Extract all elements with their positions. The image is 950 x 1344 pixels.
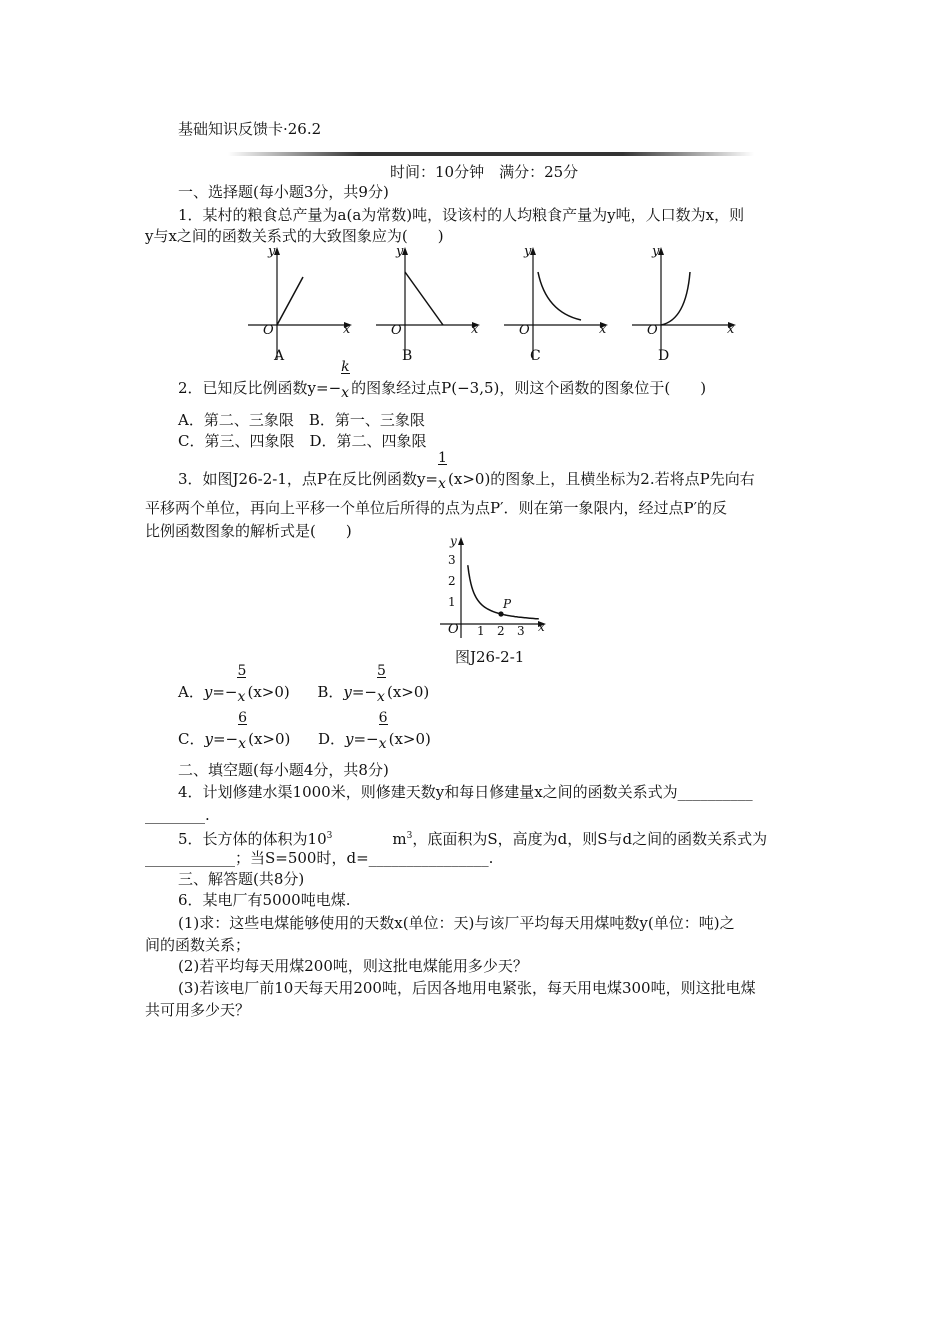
q2-option-d: D．第二、四象限 [309,432,427,450]
q3-x-axis-label: x [538,620,545,634]
q1-graph-c [496,242,611,367]
q3-option-c-num: 6 [238,710,248,726]
q1-a-x-label: x [343,322,351,337]
q3-x-tick-1: 1 [477,624,485,638]
q3-option-a-den: x [237,689,246,705]
q1-d-option-label: D [658,348,670,364]
q6-intro: 6．某电厂有5000吨电煤. [178,891,351,909]
q3-figure-caption: 图J26-2-1 [455,648,525,666]
q3-option-c-label: C． [178,730,205,748]
q2-option-a: A．第二、三象限 [178,411,294,429]
q5-exponent: 3 [326,831,333,841]
q3-option-a-lhs: y=− [203,683,238,701]
q1-line2: y与x之间的函数关系式的大致图象应为( ) [145,227,444,245]
q3-option-d-den: x [378,736,387,752]
q3-option-a-num: 5 [237,663,247,679]
time-and-score: 时间：10分钟 满分：25分 [390,163,579,181]
header-divider [228,152,754,156]
q2-fraction [341,359,351,401]
q3-frac-num: 1 [438,450,447,466]
q3-option-d-label: D． [317,730,345,748]
q6-part1-line2: 间的函数关系； [145,936,251,954]
q2-frac-den: x [341,385,350,401]
q3-option-b-frac [376,663,387,705]
q6-part3-line2: 共可用多少天？ [145,1001,251,1019]
q3-option-d-num: 6 [378,710,388,726]
q3-option-d-cond: (x>0) [388,730,431,748]
q5-unit-exponent: 3 [406,831,413,841]
q2-options-row2 [178,431,427,451]
q1-b-x-label: x [471,322,479,337]
q3-stem-pre: 3．如图J26-2-1，点P在反比例函数y= [178,470,439,488]
q5-pre: 5．长方体的体积为10 [178,830,327,848]
q4-line2: ________. [145,806,210,824]
q3-option-a-cond: (x>0) [247,683,290,701]
q2-option-b: B．第一、三象限 [308,411,425,429]
q3-stem-post: (x>0)的图象上，且横坐标为2.若将点P先向右 [448,470,755,488]
q5-line1 [178,826,767,849]
q3-stem-line3: 比例函数图象的解析式是( ) [145,522,352,540]
q1-graph-d [624,242,739,367]
q1-graph-a [240,242,355,367]
q1-c-option-label: C [530,348,541,364]
q3-option-c-frac [238,710,248,752]
q1-c-y-label: y [524,244,532,259]
q3-options-row1 [178,663,430,705]
q2-stem [178,359,707,401]
q3-fraction [438,450,448,492]
q3-option-b-num: 5 [376,663,386,679]
q1-graph-b [368,242,483,367]
q3-option-d-frac [378,710,389,752]
q5-post: ，底面积为S，高度为d，则S与d之间的函数关系式为 [412,830,768,848]
q3-frac-den: x [438,476,446,492]
q1-b-y-label: y [396,244,404,259]
q3-y-tick-3: 3 [448,553,456,567]
q5-line2: ____________；当S=500时，d=________________. [145,849,494,867]
q3-option-c-den: x [238,736,247,752]
q3-stem-line2: 平移两个单位，再向上平移一个单位后所得的点为点P′．则在第一象限内，经过点P′的反 [145,499,728,517]
q1-c-x-label: x [599,322,607,337]
q3-option-a-frac [237,663,247,705]
q6-part1-line1: (1)求：这些电煤能够使用的天数x(单位：天)与该厂平均每天用煤吨数y(单位：吨)之 [178,914,735,932]
q3-option-d-lhs: y=− [344,730,379,748]
section-heading-solve: 三、解答题(共8分) [178,870,305,888]
q3-option-b-label: B． [317,683,344,701]
q2-stem-pre: 2．已知反比例函数y=− [178,379,342,397]
section-heading-fill: 二、填空题(每小题4分，共8分) [178,761,389,779]
q1-line1: 1．某村的粮食总产量为a(a为常数)吨，设该村的人均粮食产量为y吨，人口数为x，则 [178,206,745,224]
q3-option-c-cond: (x>0) [248,730,291,748]
q1-d-x-label: x [727,322,735,337]
q3-y-tick-2: 2 [448,574,456,588]
section-heading-choice: 一、选择题(每小题3分，共9分) [178,183,389,201]
q6-part3-line1: (3)若该电厂前10天每天用200吨，后因各地用电紧张，每天用电煤300吨，则这批电煤 [178,979,756,997]
q3-y-tick-1: 1 [448,595,456,609]
q4-line1: 4．计划修建水渠1000米，则修建天数y和每日修建量x之间的函数关系式为__________ [178,783,753,801]
q6-part2: (2)若平均每天用煤200吨，则这批电煤能用多少天？ [178,957,528,975]
q3-option-b-lhs: y=− [343,683,377,701]
q1-d-origin: O [647,323,658,338]
q2-stem-post: 的图象经过点P(−3,5)，则这个函数的图象位于( ) [351,379,707,397]
q1-b-origin: O [391,323,402,338]
q3-option-b-den: x [376,689,385,705]
q2-options-row1 [178,410,425,430]
q3-option-c-lhs: y=− [204,730,239,748]
q2-option-c: C．第三、四象限 [178,432,295,450]
q3-x-tick-3: 3 [517,624,525,638]
q3-origin: O [448,622,459,637]
q3-point-label: P [503,597,512,611]
q1-b-option-label: B [402,348,413,364]
page-title: 基础知识反馈卡·26.2 [178,120,322,138]
q5-unit: m [392,830,407,848]
q3-y-axis-label: y [450,534,457,548]
q3-option-a-label: A． [178,683,204,701]
q3-stem-line1 [178,450,755,492]
q1-a-origin: O [263,323,274,338]
q2-frac-num: k [341,359,350,375]
q3-point-p [498,611,503,616]
q1-c-origin: O [519,323,530,338]
q1-a-y-label: y [268,244,276,259]
q1-a-option-label: A [274,348,285,364]
q3-option-b-cond: (x>0) [386,683,430,701]
q1-d-y-label: y [652,244,660,259]
q3-x-tick-2: 2 [497,624,505,638]
q3-options-row2 [178,710,431,752]
